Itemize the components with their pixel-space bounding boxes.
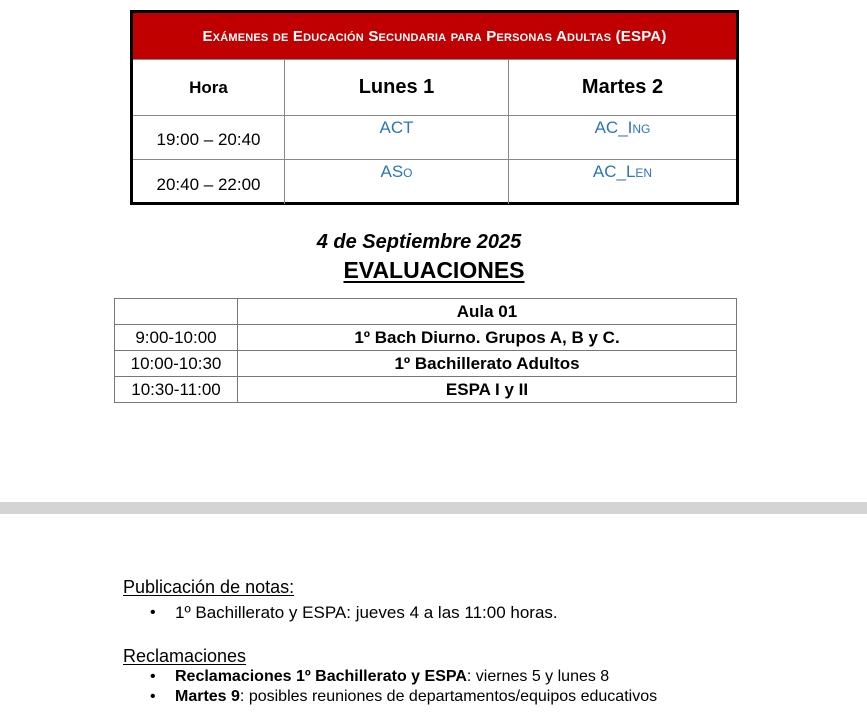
evaluation-date: 4 de Septiembre 2025: [316, 231, 522, 253]
espa-table-title: Exámenes de Educación Secundaria para Personas Adultas (ESPA): [133, 13, 736, 60]
table-row: [115, 351, 737, 377]
table-row: [133, 116, 736, 160]
espa-exam-table: [130, 10, 739, 205]
list-item-text: : posibles reuniones de departamentos/equipos educativos: [239, 688, 658, 705]
page-separator: [0, 502, 867, 514]
list-item-text: : viernes 5 y lunes 8: [466, 668, 610, 685]
day1-column-header: Lunes 1: [285, 60, 509, 115]
hour-column-header: Hora: [133, 60, 285, 115]
subject-link[interactable]: ASo: [285, 160, 509, 204]
time-cell: 9:00-10:00: [115, 325, 238, 351]
publicacion-list: [150, 602, 558, 624]
table-row: [133, 160, 736, 204]
reclamaciones-heading: Reclamaciones: [123, 646, 247, 666]
evaluaciones-title: EVALUACIONES: [343, 257, 525, 283]
bullet-icon: •: [150, 688, 156, 705]
list-item: [150, 687, 657, 707]
reclamaciones-list: [150, 667, 657, 707]
list-item-bold: Martes 9: [175, 688, 240, 705]
room-header-cell: Aula 01: [238, 299, 737, 325]
time-cell: 10:30-11:00: [115, 377, 238, 403]
time-cell: 20:40 – 22:00: [133, 160, 285, 204]
list-item: [150, 602, 558, 624]
group-cell: 1º Bachillerato Adultos: [238, 351, 737, 377]
bullet-icon: •: [150, 668, 156, 685]
publicacion-heading: Publicación de notas:: [123, 577, 295, 597]
table-row: [115, 325, 737, 351]
bullet-icon: •: [150, 604, 156, 621]
group-cell: ESPA I y II: [238, 377, 737, 403]
list-item-text: 1º Bachillerato y ESPA: jueves 4 a las 11:00 horas.: [175, 603, 558, 622]
day2-column-header: Martes 2: [581, 76, 664, 98]
list-item: [150, 667, 657, 687]
time-header-cell: [115, 299, 238, 325]
espa-header-row: [133, 60, 736, 116]
time-cell: 10:00-10:30: [115, 351, 238, 377]
time-cell: 19:00 – 20:40: [133, 116, 285, 159]
subject-link[interactable]: AC_Len: [592, 162, 653, 181]
group-cell: 1º Bach Diurno. Grupos A, B y C.: [238, 325, 737, 351]
subject-link[interactable]: AC_Ing: [594, 118, 651, 137]
list-item-bold: Reclamaciones 1º Bachillerato y ESPA: [175, 668, 467, 685]
table-header-row: [115, 299, 737, 325]
table-row: [115, 377, 737, 403]
evaluaciones-table: [114, 298, 737, 403]
subject-link[interactable]: ACT: [285, 116, 509, 159]
